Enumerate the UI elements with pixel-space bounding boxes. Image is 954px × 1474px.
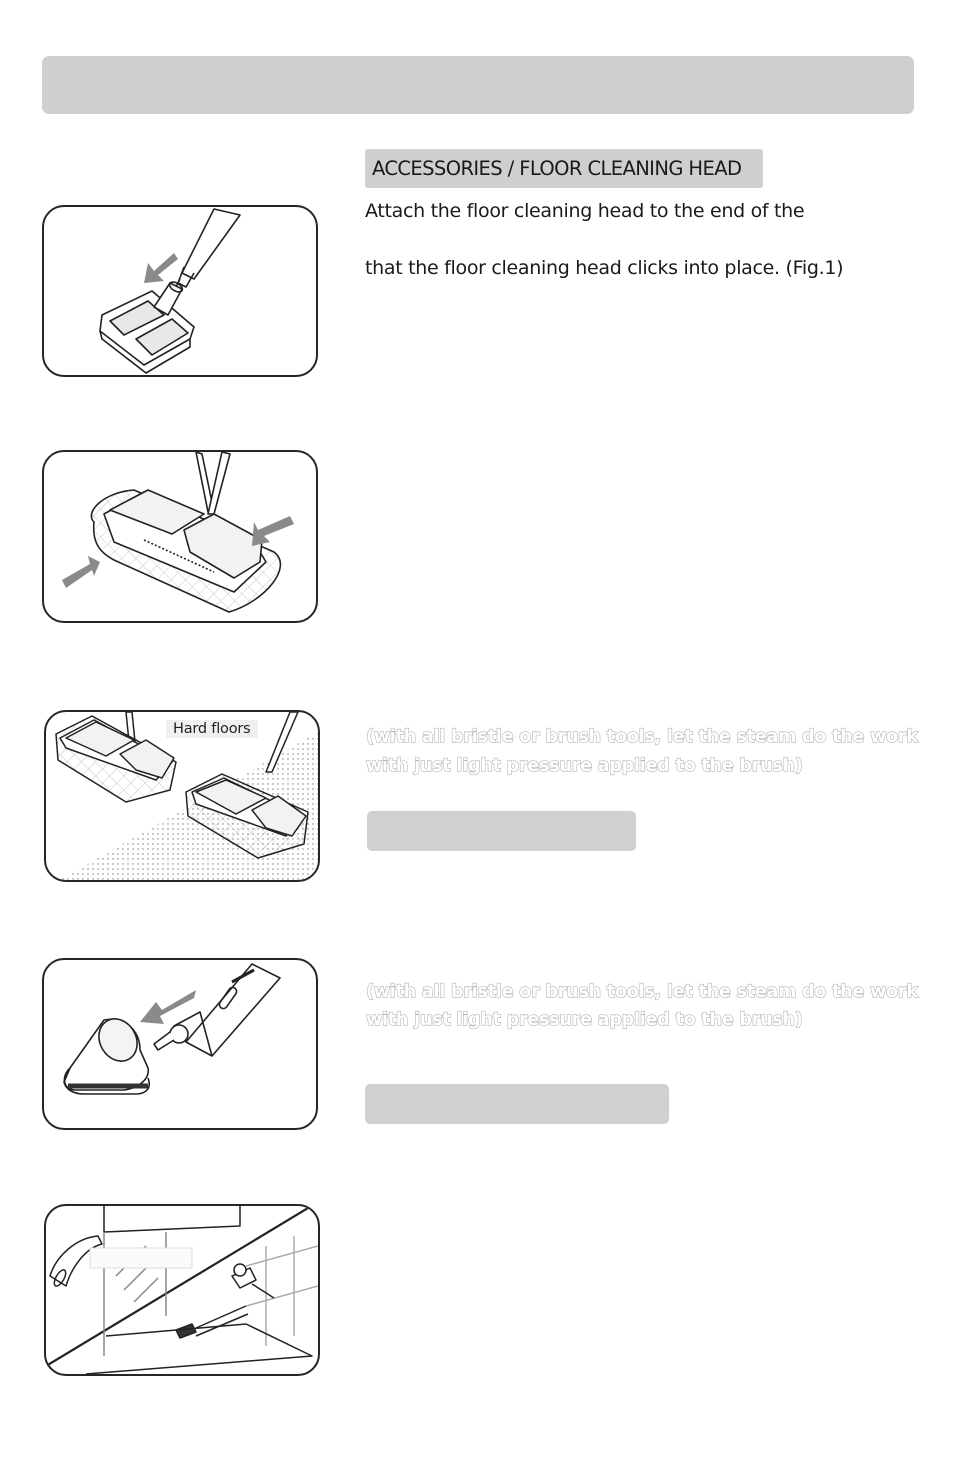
floor-head-cloth-illustration (44, 452, 316, 621)
figure-bathroom-cleaning (44, 1204, 320, 1376)
placeholder-bar-1 (367, 811, 636, 851)
note-1-line-2: with just light pressure applied to the brush) (366, 756, 803, 776)
floor-head-attach-illustration (44, 207, 316, 375)
note-1-line-1: (with all bristle or brush tools, let the steam do the work (366, 727, 918, 747)
brush-attach-illustration (44, 960, 316, 1128)
instruction-line-2: that the floor cleaning head clicks into place. (Fig.1) (365, 257, 844, 279)
note-2-line-1: (with all bristle or brush tools, let the steam do the work (366, 982, 918, 1002)
figure-hard-floors (44, 710, 320, 882)
instruction-line-1: Attach the floor cleaning head to the end of the (365, 200, 805, 222)
note-2-line-2: with just light pressure applied to the brush) (366, 1010, 803, 1030)
figure-brush-attach (42, 958, 318, 1130)
placeholder-bar-2 (365, 1084, 669, 1124)
figure-attach-floor-head (42, 205, 318, 377)
section-heading: ACCESSORIES / FLOOR CLEANING HEAD (365, 149, 763, 188)
figure-floor-head-cloth (42, 450, 318, 623)
hard-floors-label: Hard floors (166, 720, 258, 738)
page-header-bar (42, 56, 914, 114)
bathroom-cleaning-illustration (46, 1206, 318, 1374)
